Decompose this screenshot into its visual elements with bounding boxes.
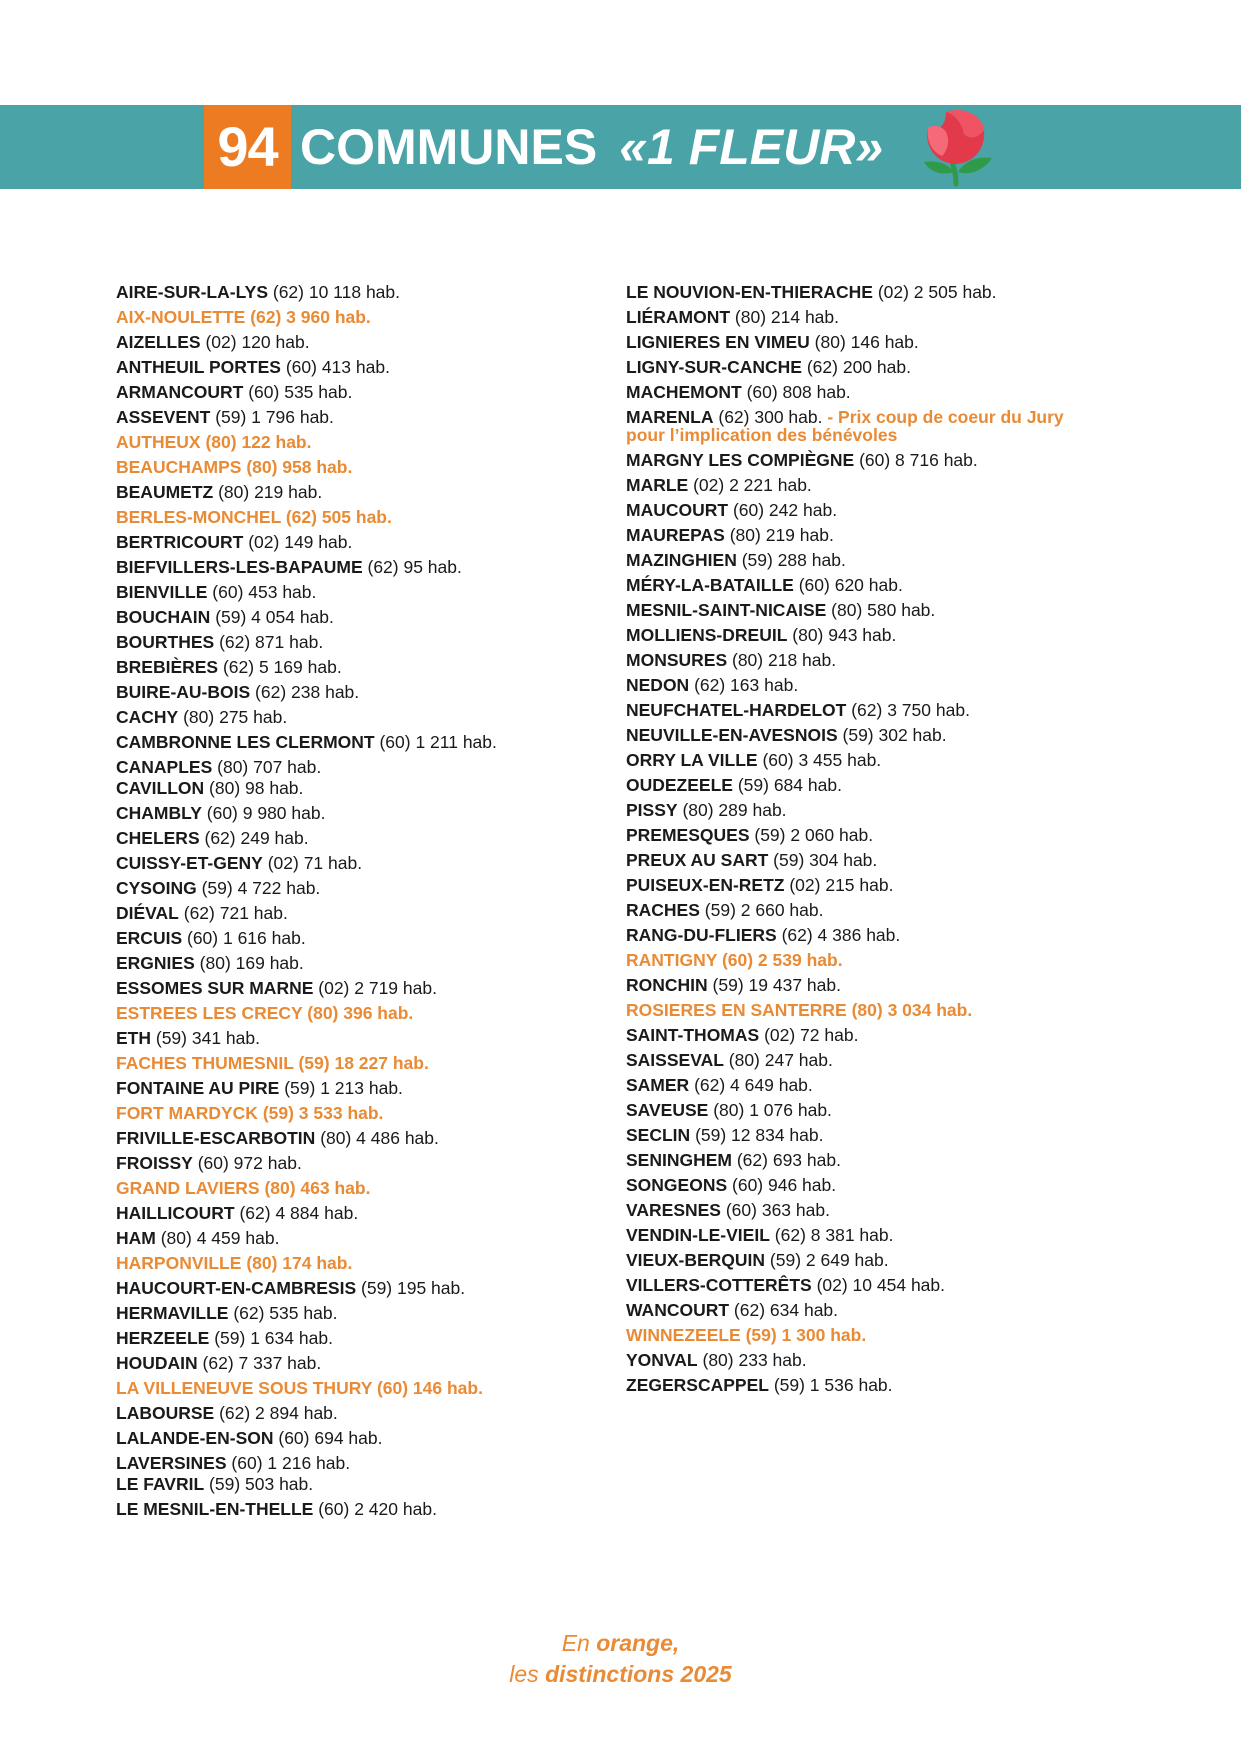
commune-detail: (80) 214 hab. (734, 307, 840, 327)
commune-entry (116, 801, 636, 826)
commune-name: SONGEONS (626, 1175, 728, 1195)
commune-name: LE NOUVION-EN-THIERACHE (626, 282, 873, 302)
commune-entry (116, 976, 636, 1001)
commune-name: LAVERSINES (116, 1453, 227, 1473)
commune-count: 94 (204, 105, 291, 189)
commune-detail: (59) 4 722 hab. (201, 878, 321, 898)
legend-line1-prefix: En (561, 1630, 590, 1656)
commune-entry (626, 1048, 1146, 1073)
jury-prize-note-continued: pour l’implication des bénévoles (626, 425, 898, 445)
commune-detail: (62) 238 hab. (255, 682, 360, 702)
commune-name: ROSIERES EN SANTERRE (626, 1000, 847, 1020)
commune-detail: (02) 2 221 hab. (693, 475, 812, 495)
commune-detail: (60) 453 hab. (212, 582, 317, 602)
commune-entry (626, 998, 1146, 1023)
commune-name: LABOURSE (116, 1403, 215, 1423)
commune-entry (116, 505, 636, 530)
commune-name: RACHES (626, 900, 700, 920)
commune-detail: (62) 505 hab. (285, 507, 392, 527)
commune-entry (116, 1051, 636, 1076)
commune-name: VIEUX-BERQUIN (626, 1250, 766, 1270)
commune-detail: (80) 146 hab. (814, 332, 919, 352)
commune-name: MAZINGHIEN (626, 550, 737, 570)
commune-name: ETH (116, 1028, 151, 1048)
commune-name: HAM (116, 1228, 156, 1248)
commune-detail: (02) 149 hab. (248, 532, 353, 552)
commune-detail: (59) 195 hab. (361, 1278, 466, 1298)
commune-entry (116, 1126, 636, 1151)
commune-name: FRIVILLE-ESCARBOTIN (116, 1128, 316, 1148)
commune-entry (116, 1226, 636, 1251)
commune-name: BUIRE-AU-BOIS (116, 682, 251, 702)
commune-name: ANTHEUIL PORTES (116, 357, 281, 377)
commune-name: MAUCOURT (626, 500, 729, 520)
commune-entry (116, 951, 636, 976)
commune-name: CYSOING (116, 878, 197, 898)
commune-name: OUDEZEELE (626, 775, 733, 795)
commune-detail: (62) 8 381 hab. (774, 1225, 894, 1245)
commune-detail: (60) 146 hab. (376, 1378, 483, 1398)
commune-detail: (62) 4 884 hab. (239, 1203, 359, 1223)
commune-name: LALANDE-EN-SON (116, 1428, 274, 1448)
commune-entry (626, 923, 1146, 948)
commune-entry (116, 380, 636, 405)
commune-name: PREMESQUES (626, 825, 750, 845)
commune-name: HARPONVILLE (116, 1253, 242, 1273)
legend-line2-bold: distinctions 2025 (545, 1661, 732, 1687)
commune-detail: (62) 249 hab. (204, 828, 309, 848)
commune-name: RANTIGNY (626, 950, 718, 970)
commune-entry (116, 1001, 636, 1026)
commune-entry (116, 1497, 636, 1522)
commune-entry (626, 523, 1146, 548)
commune-detail: (62) 693 hab. (736, 1150, 841, 1170)
commune-detail: (59) 3 533 hab. (262, 1103, 384, 1123)
commune-name: LE FAVRIL (116, 1474, 205, 1494)
commune-detail: (60) 972 hab. (197, 1153, 302, 1173)
commune-detail: (59) 2 660 hab. (704, 900, 824, 920)
commune-name: FACHES THUMESNIL (116, 1053, 294, 1073)
commune-entry (626, 380, 1146, 405)
commune-detail: (02) 10 454 hab. (816, 1275, 946, 1295)
commune-name: VENDIN-LE-VIEIL (626, 1225, 770, 1245)
commune-entry (626, 1273, 1146, 1298)
commune-name: LE MESNIL-EN-THELLE (116, 1499, 314, 1519)
commune-entry (626, 330, 1146, 355)
commune-detail: (59) 1 213 hab. (284, 1078, 403, 1098)
commune-entry (116, 1401, 636, 1426)
commune-detail: (80) 219 hab. (729, 525, 834, 545)
commune-entry (626, 280, 1146, 305)
commune-entry (626, 823, 1146, 848)
commune-detail: (59) 2 649 hab. (769, 1250, 889, 1270)
commune-entry (626, 723, 1146, 748)
commune-name: MAUREPAS (626, 525, 725, 545)
commune-detail: (59) 684 hab. (737, 775, 842, 795)
commune-name: ZEGERSCAPPEL (626, 1375, 769, 1395)
commune-name: AUTHEUX (116, 432, 201, 452)
commune-entry (116, 1351, 636, 1376)
commune-entry (626, 698, 1146, 723)
commune-name: BERLES-MONCHEL (116, 507, 281, 527)
commune-entry (626, 673, 1146, 698)
commune-detail: (60) 8 716 hab. (859, 450, 978, 470)
commune-entry (116, 405, 636, 430)
commune-detail: (62) 4 649 hab. (694, 1075, 813, 1095)
commune-entry (626, 898, 1146, 923)
commune-entry (626, 848, 1146, 873)
commune-name: FORT MARDYCK (116, 1103, 258, 1123)
commune-detail: (60) 1 216 hab. (231, 1453, 351, 1473)
commune-entry (626, 773, 1146, 798)
commune-detail: (59) 1 796 hab. (215, 407, 334, 427)
commune-entry (116, 280, 636, 305)
commune-name: ERCUIS (116, 928, 183, 948)
commune-detail: (62) 5 169 hab. (222, 657, 342, 677)
commune-entry (116, 1101, 636, 1126)
commune-entry (116, 826, 636, 851)
commune-entry (626, 355, 1146, 380)
commune-name: BEAUCHAMPS (116, 457, 242, 477)
commune-entry (116, 876, 636, 901)
commune-detail: (80) 98 hab. (209, 778, 304, 798)
commune-entry (626, 305, 1146, 330)
commune-detail: (80) 958 hab. (246, 457, 353, 477)
commune-detail: (60) 9 980 hab. (206, 803, 326, 823)
commune-name: CUISSY-ET-GENY (116, 853, 263, 873)
commune-detail: (59) 18 227 hab. (298, 1053, 429, 1073)
commune-entry (626, 1223, 1146, 1248)
commune-name: SECLIN (626, 1125, 691, 1145)
commune-name: VARESNES (626, 1200, 721, 1220)
commune-entry (626, 1323, 1146, 1348)
commune-name: BREBIÈRES (116, 657, 219, 677)
commune-entry (116, 330, 636, 355)
commune-name: CAVILLON (116, 778, 205, 798)
commune-detail: (62) 163 hab. (694, 675, 799, 695)
commune-entry (116, 1276, 636, 1301)
commune-detail: (62) 7 337 hab. (202, 1353, 322, 1373)
commune-detail: (60) 413 hab. (285, 357, 390, 377)
commune-name: NEDON (626, 675, 690, 695)
commune-entry (626, 1198, 1146, 1223)
legend (0, 1628, 1241, 1690)
commune-detail: (62) 3 750 hab. (851, 700, 970, 720)
commune-name: ARMANCOURT (116, 382, 244, 402)
commune-name: FONTAINE AU PIRE (116, 1078, 280, 1098)
commune-detail: (80) 943 hab. (792, 625, 897, 645)
commune-name: SAISSEVAL (626, 1050, 724, 1070)
commune-entry (626, 598, 1146, 623)
commune-name: FROISSY (116, 1153, 193, 1173)
commune-name: DIÉVAL (116, 903, 179, 923)
commune-name: SENINGHEM (626, 1150, 732, 1170)
commune-detail: (60) 946 hab. (732, 1175, 837, 1195)
commune-name: BIEFVILLERS-LES-BAPAUME (116, 557, 363, 577)
commune-detail: (59) 1 300 hab. (745, 1325, 867, 1345)
commune-entry (626, 548, 1146, 573)
commune-name: MARLE (626, 475, 689, 495)
commune-entry (116, 455, 636, 480)
commune-entry (626, 798, 1146, 823)
commune-detail: (59) 19 437 hab. (712, 975, 841, 995)
commune-detail: (80) 1 076 hab. (713, 1100, 832, 1120)
commune-detail: (59) 2 060 hab. (754, 825, 874, 845)
commune-detail: (60) 1 211 hab. (379, 732, 497, 752)
commune-name: HERZEELE (116, 1328, 210, 1348)
commune-name: PUISEUX-EN-RETZ (626, 875, 785, 895)
title-main: COMMUNES (300, 119, 598, 175)
commune-detail: (60) 2 539 hab. (721, 950, 843, 970)
commune-detail: (80) 219 hab. (218, 482, 323, 502)
commune-detail: (59) 12 834 hab. (695, 1125, 824, 1145)
commune-name: CHELERS (116, 828, 200, 848)
commune-name: BERTRICOURT (116, 532, 244, 552)
commune-name: VILLERS-COTTERÊTS (626, 1275, 812, 1295)
commune-name: MARGNY LES COMPIÈGNE (626, 450, 855, 470)
commune-name: AIX-NOULETTE (116, 307, 246, 327)
commune-name: CAMBRONNE LES CLERMONT (116, 732, 375, 752)
commune-entry (626, 623, 1146, 648)
title-subtitle: «1 FLEUR» (619, 119, 884, 175)
commune-entry (626, 1348, 1146, 1373)
commune-detail: (62) 95 hab. (367, 557, 462, 577)
commune-detail: (60) 808 hab. (746, 382, 851, 402)
commune-detail: (60) 535 hab. (248, 382, 353, 402)
commune-name: LIGNY-SUR-CANCHE (626, 357, 802, 377)
commune-name: NEUFCHATEL-HARDELOT (626, 700, 847, 720)
commune-name: MÉRY-LA-BATAILLE (626, 575, 794, 595)
commune-entry (116, 655, 636, 680)
commune-detail: (59) 304 hab. (773, 850, 878, 870)
commune-detail: (62) 871 hab. (219, 632, 324, 652)
commune-entry (116, 1151, 636, 1176)
commune-entry (626, 1023, 1146, 1048)
commune-detail: (62) 200 hab. (806, 357, 911, 377)
commune-name: MOLLIENS-DREUIL (626, 625, 788, 645)
legend-line1-bold: orange, (596, 1630, 680, 1656)
commune-detail: (02) 120 hab. (205, 332, 310, 352)
commune-name: MACHEMONT (626, 382, 742, 402)
commune-name: BEAUMETZ (116, 482, 214, 502)
commune-entry (116, 730, 636, 755)
commune-detail: (60) 694 hab. (278, 1428, 383, 1448)
commune-detail: (59) 503 hab. (209, 1474, 314, 1494)
commune-detail: (02) 2 505 hab. (877, 282, 997, 302)
commune-entry (116, 926, 636, 951)
commune-name: GRAND LAVIERS (116, 1178, 260, 1198)
commune-detail: (80) 275 hab. (183, 707, 288, 727)
commune-entry (626, 648, 1146, 673)
commune-entry (116, 776, 636, 801)
commune-detail: (60) 3 455 hab. (762, 750, 882, 770)
commune-name: CHAMBLY (116, 803, 202, 823)
commune-detail: (60) 2 420 hab. (318, 1499, 437, 1519)
commune-detail: (80) 218 hab. (732, 650, 837, 670)
commune-entry (116, 430, 636, 455)
jury-prize-note: - Prix coup de coeur du Jury (827, 407, 1064, 427)
commune-entry (116, 1026, 636, 1051)
commune-entry (116, 1472, 636, 1497)
commune-entry (626, 1373, 1146, 1398)
commune-detail: (80) 122 hab. (205, 432, 312, 452)
commune-entry (626, 973, 1146, 998)
commune-entry (116, 555, 636, 580)
commune-detail: (02) 2 719 hab. (318, 978, 437, 998)
commune-entry (116, 705, 636, 730)
commune-entry (116, 1201, 636, 1226)
commune-entry (626, 1123, 1146, 1148)
commune-name: WINNEZEELE (626, 1325, 741, 1345)
commune-name: SAMER (626, 1075, 690, 1095)
commune-name: AIZELLES (116, 332, 201, 352)
commune-detail: (80) 3 034 hab. (851, 1000, 973, 1020)
commune-entry (116, 851, 636, 876)
commune-entry (626, 1098, 1146, 1123)
commune-detail: (80) 4 486 hab. (320, 1128, 439, 1148)
commune-entry (116, 355, 636, 380)
commune-entry (626, 1248, 1146, 1273)
commune-entry (626, 873, 1146, 898)
commune-entry (626, 498, 1146, 523)
commune-detail: (02) 71 hab. (267, 853, 363, 873)
commune-entry (116, 1176, 636, 1201)
commune-name: LIÉRAMONT (626, 307, 731, 327)
commune-name: SAVEUSE (626, 1100, 709, 1120)
commune-detail: (80) 396 hab. (307, 1003, 414, 1023)
commune-detail: (62) 721 hab. (183, 903, 288, 923)
commune-name: LA VILLENEUVE SOUS THURY (116, 1378, 373, 1398)
page-title (300, 105, 883, 189)
commune-name: SAINT-THOMAS (626, 1025, 760, 1045)
commune-name: HERMAVILLE (116, 1303, 229, 1323)
commune-name: HAUCOURT-EN-CAMBRESIS (116, 1278, 357, 1298)
commune-detail: (62) 634 hab. (733, 1300, 839, 1320)
commune-name: HOUDAIN (116, 1353, 198, 1373)
communes-list-left (116, 280, 636, 1522)
commune-entry (116, 1076, 636, 1101)
commune-entry (116, 680, 636, 705)
commune-name: YONVAL (626, 1350, 698, 1370)
commune-entry (116, 530, 636, 555)
commune-name: BIENVILLE (116, 582, 208, 602)
commune-detail: (80) 169 hab. (199, 953, 304, 973)
commune-detail: (60) 1 616 hab. (187, 928, 306, 948)
commune-name: WANCOURT (626, 1300, 730, 1320)
commune-entry (626, 948, 1146, 973)
commune-detail: (80) 233 hab. (702, 1350, 807, 1370)
commune-detail: (02) 72 hab. (764, 1025, 859, 1045)
commune-detail: (62) 3 960 hab. (250, 307, 371, 327)
commune-entry (116, 1376, 636, 1401)
commune-detail: (80) 580 hab. (831, 600, 936, 620)
commune-detail: (60) 363 hab. (725, 1200, 830, 1220)
commune-name: ORRY LA VILLE (626, 750, 758, 770)
commune-entry (116, 480, 636, 505)
commune-detail: (80) 289 hab. (682, 800, 787, 820)
commune-entry (116, 1301, 636, 1326)
commune-detail: (59) 1 634 hab. (214, 1328, 333, 1348)
commune-entry (626, 748, 1146, 773)
commune-name: CANAPLES (116, 757, 213, 777)
communes-list-right (626, 280, 1146, 1398)
commune-detail: (62) 300 hab. (718, 407, 823, 427)
commune-name: PREUX AU SART (626, 850, 769, 870)
commune-detail: (59) 4 054 hab. (215, 607, 334, 627)
commune-name: PISSY (626, 800, 678, 820)
commune-name: RONCHIN (626, 975, 708, 995)
commune-entry (116, 580, 636, 605)
commune-detail: (62) 4 386 hab. (781, 925, 901, 945)
commune-entry (626, 1173, 1146, 1198)
commune-entry (626, 573, 1146, 598)
commune-name: ESSOMES SUR MARNE (116, 978, 314, 998)
commune-detail: (80) 247 hab. (728, 1050, 833, 1070)
commune-name: MARENLA (626, 407, 714, 427)
commune-detail: (60) 620 hab. (798, 575, 903, 595)
commune-name: CACHY (116, 707, 179, 727)
commune-detail: (59) 341 hab. (155, 1028, 260, 1048)
commune-detail: (80) 4 459 hab. (160, 1228, 280, 1248)
commune-name: BOUCHAIN (116, 607, 211, 627)
commune-detail: (02) 215 hab. (789, 875, 894, 895)
commune-entry (626, 1148, 1146, 1173)
commune-name: NEUVILLE-EN-AVESNOIS (626, 725, 838, 745)
flower-icon (912, 106, 1000, 188)
commune-entry (116, 1251, 636, 1276)
commune-detail: (62) 2 894 hab. (219, 1403, 338, 1423)
commune-detail: (80) 707 hab. (217, 757, 322, 777)
commune-name: HAILLICOURT (116, 1203, 235, 1223)
commune-detail: (60) 242 hab. (732, 500, 838, 520)
commune-name: BOURTHES (116, 632, 215, 652)
commune-name: RANG-DU-FLIERS (626, 925, 777, 945)
commune-name: ESTREES LES CRECY (116, 1003, 303, 1023)
legend-line2-prefix: les (509, 1661, 539, 1687)
commune-name: LIGNIERES EN VIMEU (626, 332, 810, 352)
commune-name: ERGNIES (116, 953, 195, 973)
commune-name: AIRE-SUR-LA-LYS (116, 282, 268, 302)
commune-entry (116, 1426, 636, 1451)
commune-detail: (59) 1 536 hab. (773, 1375, 893, 1395)
commune-detail: (59) 288 hab. (741, 550, 846, 570)
commune-detail: (80) 463 hab. (264, 1178, 371, 1198)
commune-entry (626, 448, 1146, 473)
commune-entry (116, 630, 636, 655)
commune-name: ASSEVENT (116, 407, 211, 427)
commune-name: MONSURES (626, 650, 728, 670)
commune-entry (116, 901, 636, 926)
commune-entry (626, 1298, 1146, 1323)
commune-entry (116, 605, 636, 630)
commune-entry (116, 1326, 636, 1351)
commune-name: MESNIL-SAINT-NICAISE (626, 600, 827, 620)
commune-detail: (59) 302 hab. (842, 725, 947, 745)
commune-entry (626, 1073, 1146, 1098)
commune-detail: (62) 10 118 hab. (272, 282, 401, 302)
commune-entry (116, 305, 636, 330)
commune-entry (626, 473, 1146, 498)
commune-detail: (80) 174 hab. (246, 1253, 353, 1273)
commune-detail: (62) 535 hab. (233, 1303, 338, 1323)
